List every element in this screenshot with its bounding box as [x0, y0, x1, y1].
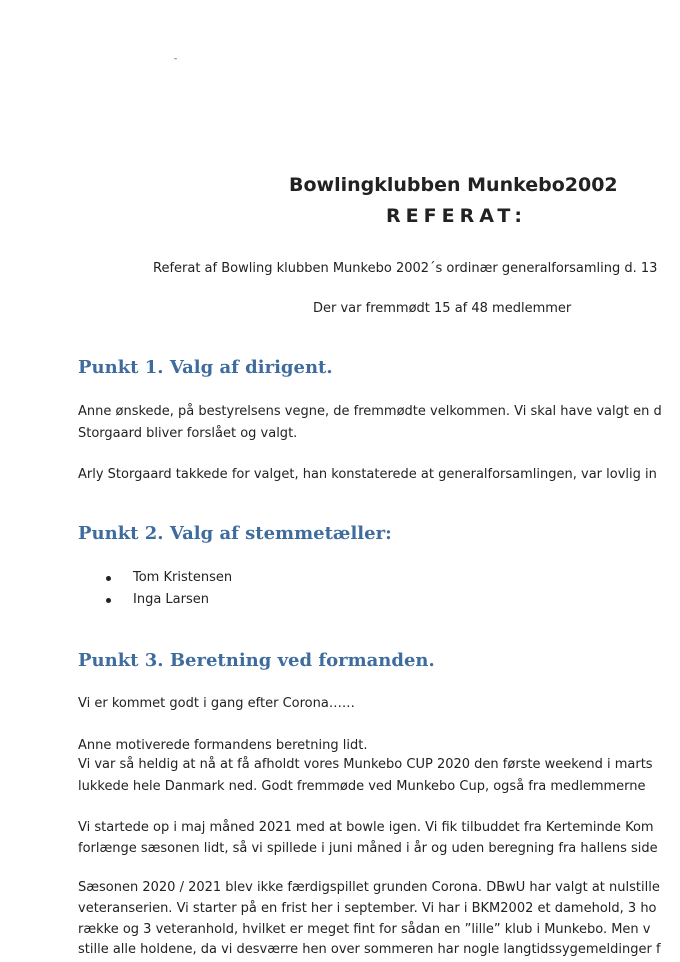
paragraph-line: Anne motiverede formandens beretning lidt. — [78, 738, 368, 753]
paragraph-line: forlænge sæsonen lidt, så vi spillede i juni måned i år og uden beregning fra hallens side — [78, 841, 658, 856]
intro-line: Referat af Bowling klubben Munkebo 2002´s ordinær generalforsamling d. 13 — [153, 261, 658, 276]
doc-type-title: REFERAT: — [386, 205, 527, 227]
club-title: Bowlingklubben Munkebo2002 — [289, 174, 618, 196]
section-heading-punkt1: Punkt 1. Valg af dirigent. — [78, 357, 333, 378]
list-item: Inga Larsen — [133, 592, 209, 607]
paragraph-line: række og 3 veteranhold, hvilket er meget fint for sådan en ”lille” klub i Munkebo. Men v — [78, 922, 651, 937]
attendance-line: Der var fremmødt 15 af 48 medlemmer — [313, 301, 572, 316]
corner-mark: - — [174, 54, 178, 64]
paragraph-line: Anne ønskede, på bestyrelsens vegne, de fremmødte velkommen. Vi skal have valgt en d — [78, 404, 662, 419]
paragraph-line: Vi startede op i maj måned 2021 med at bowle igen. Vi fik tilbuddet fra Kerteminde Kom — [78, 820, 654, 835]
paragraph-line: Vi er kommet godt i gang efter Corona…… — [78, 696, 355, 711]
section-heading-punkt2: Punkt 2. Valg af stemmetæller: — [78, 523, 392, 544]
paragraph-line: lukkede hele Danmark ned. Godt fremmøde ved Munkebo Cup, også fra medlemmerne — [78, 779, 646, 794]
paragraph-line: Sæsonen 2020 / 2021 blev ikke færdigspillet grunden Corona. DBwU har valgt at nulstille — [78, 880, 660, 895]
list-item: Tom Kristensen — [133, 570, 233, 585]
bullet-icon — [106, 576, 111, 581]
section-heading-punkt3: Punkt 3. Beretning ved formanden. — [78, 650, 435, 671]
paragraph-line: veteranserien. Vi starter på en frist her i september. Vi har i BKM2002 et damehold, 3 ho — [78, 901, 657, 916]
bullet-icon — [106, 598, 111, 603]
paragraph-line: Vi var så heldig at nå at få afholdt vores Munkebo CUP 2020 den første weekend i marts — [78, 757, 653, 772]
paragraph-line: stille alle holdene, da vi desværre hen over sommeren har nogle langtidssygemeldinger f — [78, 942, 661, 957]
paragraph-line: Storgaard bliver forslået og valgt. — [78, 426, 298, 441]
paragraph-line: Arly Storgaard takkede for valget, han konstaterede at generalforsamlingen, var lovlig in — [78, 467, 657, 482]
